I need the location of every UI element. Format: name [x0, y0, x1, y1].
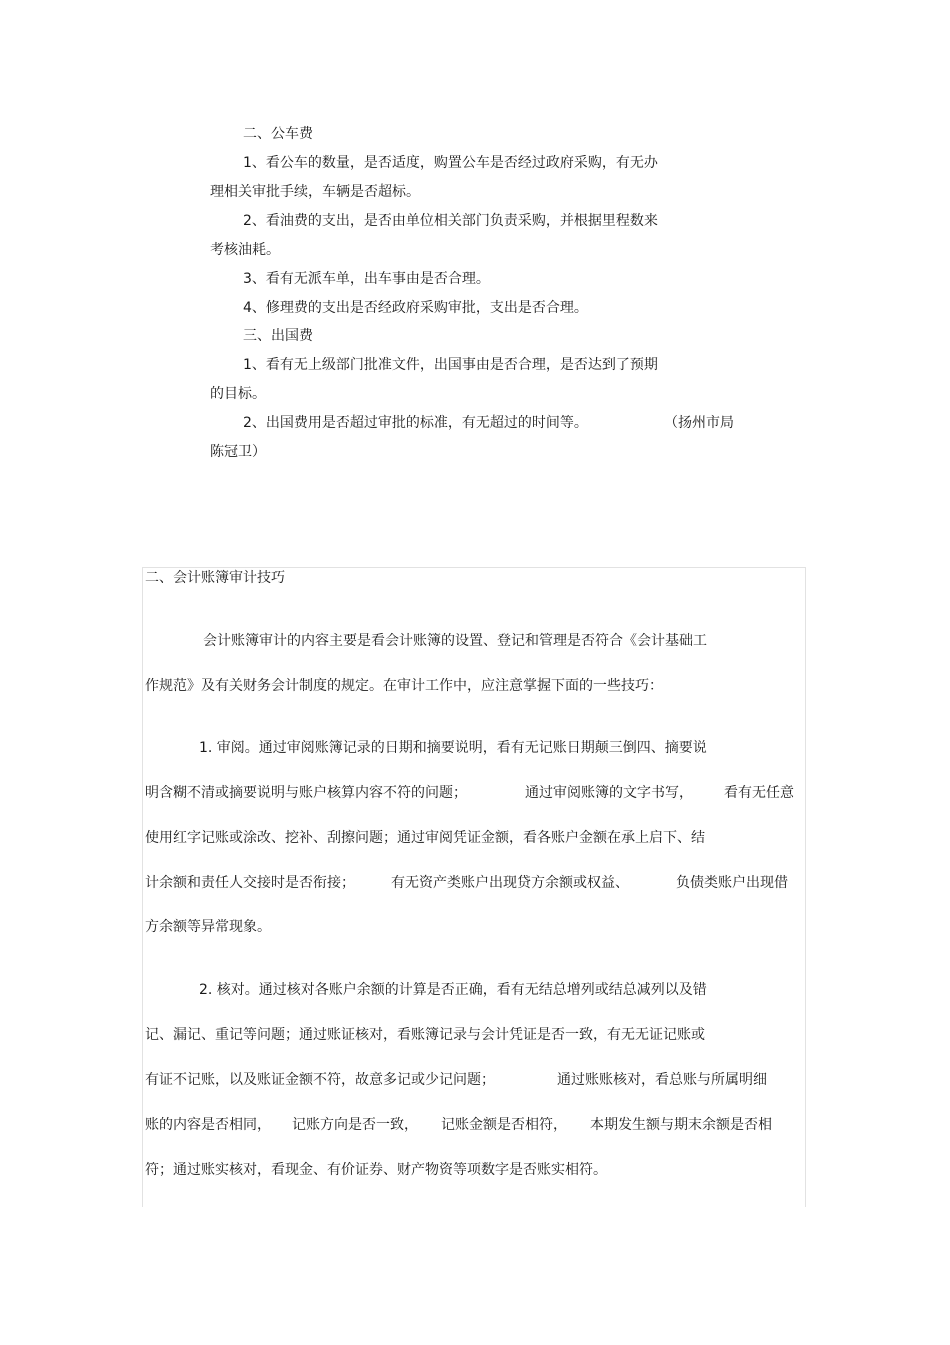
para2-line-4b: 记账方向是否一致，	[292, 1117, 418, 1133]
para1-line-4c: 负债类账户出现借	[676, 875, 788, 891]
heading-car-expenses: 二、公车费	[243, 126, 313, 142]
para2-line-3b: 通过账账核对，看总账与所属明细	[557, 1072, 767, 1088]
car-item-2-line-2: 考核油耗。	[210, 242, 280, 258]
para2-line-4d: 本期发生额与期末余额是否相	[590, 1117, 772, 1133]
para2-line-2: 记、漏记、重记等问题；通过账证核对，看账簿记录与会计凭证是否一致，有无无证记账或	[145, 1027, 705, 1043]
abroad-item-1-line-2: 的目标。	[210, 386, 266, 402]
para1-line-2c: 看有无任意	[724, 785, 794, 801]
abroad-item-2-line-1: 2、出国费用是否超过审批的标准，有无超过的时间等。	[243, 415, 588, 431]
intro-line-1: 会计账簿审计的内容主要是看会计账簿的设置、登记和管理是否符合《会计基础工	[203, 633, 707, 649]
para1-line-1: 1. 审阅。通过审阅账簿记录的日期和摘要说明，看有无记账日期颠三倒四、摘要说	[199, 740, 707, 756]
heading-abroad-expenses: 三、出国费	[243, 328, 313, 344]
source-attribution-b: 陈冠卫）	[210, 444, 266, 460]
car-item-3: 3、看有无派车单，出车事由是否合理。	[243, 271, 490, 287]
car-item-4: 4、修理费的支出是否经政府采购审批，支出是否合理。	[243, 300, 588, 316]
source-attribution-a: （扬州市局	[664, 415, 734, 431]
car-item-2-line-1: 2、看油费的支出，是否由单位相关部门负责采购，并根据里程数来	[243, 213, 658, 229]
para1-line-3: 使用红字记账或涂改、挖补、刮擦问题；通过审阅凭证金额，看各账户金额在承上启下、结	[145, 830, 705, 846]
para1-line-4b: 有无资产类账户出现贷方余额或权益、	[391, 875, 629, 891]
para1-line-5: 方余额等异常现象。	[145, 919, 271, 935]
para2-line-5: 符；通过账实核对，看现金、有价证券、财产物资等项数字是否账实相符。	[145, 1162, 607, 1178]
abroad-item-1-line-1: 1、看有无上级部门批准文件，出国事由是否合理，是否达到了预期	[243, 357, 658, 373]
para1-line-2b: 通过审阅账簿的文字书写，	[525, 785, 693, 801]
para2-line-1: 2. 核对。通过核对各账户余额的计算是否正确，看有无结总增列或结总减列以及错	[199, 982, 707, 998]
car-item-1-line-2: 理相关审批手续，车辆是否超标。	[210, 184, 420, 200]
para1-line-4a: 计余额和责任人交接时是否衔接；	[145, 875, 355, 891]
intro-line-2: 作规范》及有关财务会计制度的规定。在审计工作中，应注意掌握下面的一些技巧：	[145, 678, 663, 694]
para2-line-4a: 账的内容是否相同，	[145, 1117, 271, 1133]
para2-line-4c: 记账金额是否相符，	[441, 1117, 567, 1133]
para2-line-3a: 有证不记账，以及账证金额不符，故意多记或少记问题；	[145, 1072, 495, 1088]
heading-ledger-audit: 二、会计账簿审计技巧	[145, 570, 285, 586]
para1-line-2a: 明含糊不清或摘要说明与账户核算内容不符的问题；	[145, 785, 467, 801]
car-item-1-line-1: 1、看公车的数量，是否适度，购置公车是否经过政府采购，有无办	[243, 155, 658, 171]
